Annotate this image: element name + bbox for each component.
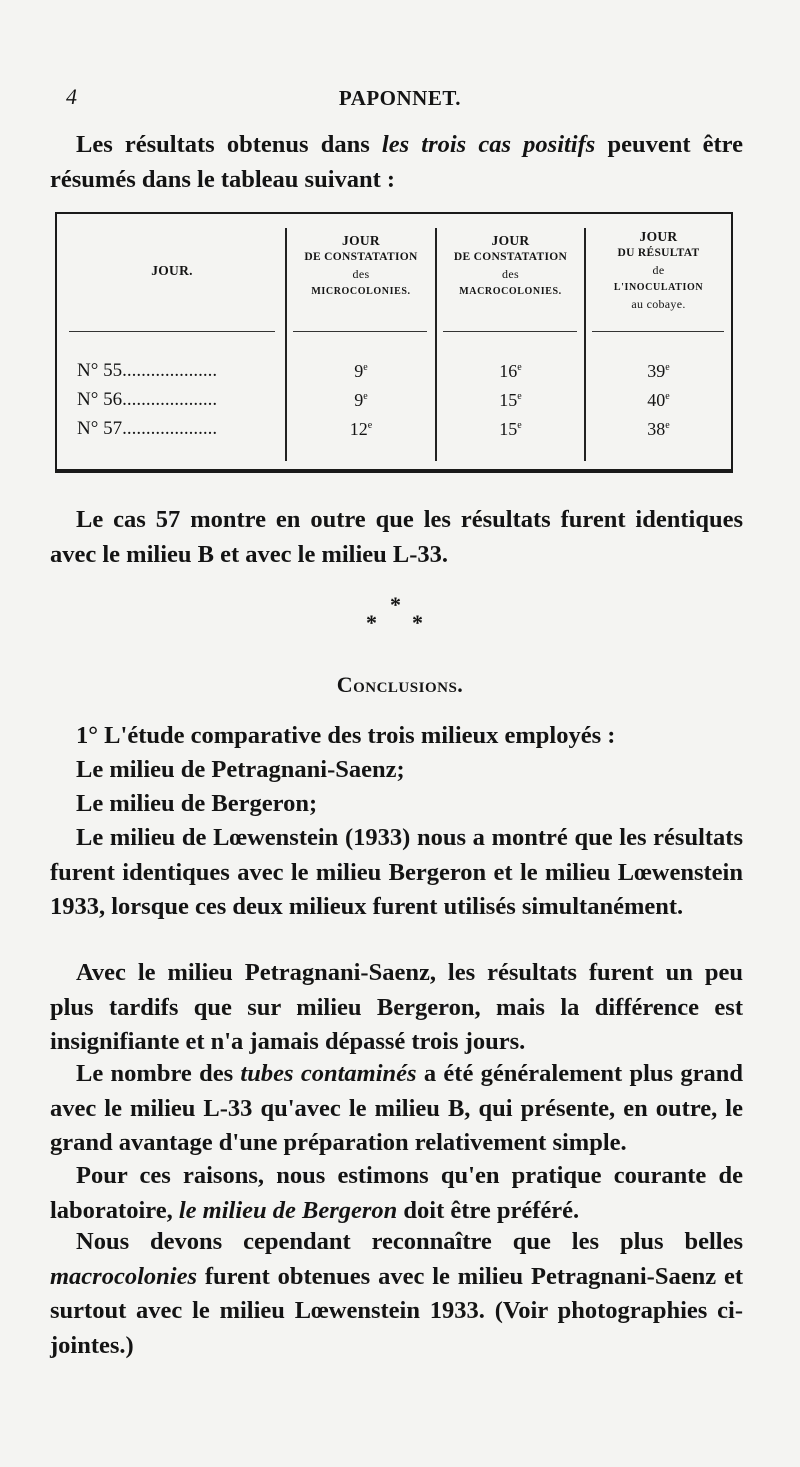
- conclusion-line: Le milieu de Bergeron;: [76, 790, 318, 817]
- separator-star: *: [366, 610, 377, 635]
- table-row-label: N° 55....................: [77, 360, 218, 381]
- table-row-label: N° 57....................: [77, 418, 218, 439]
- table-row-label: N° 56....................: [77, 389, 218, 410]
- after-table-paragraph: Le cas 57 montre en outre que les résultats furent identiques avec le milieu B et avec le milieu L-33.: [50, 506, 743, 568]
- conclusion-line: Le milieu de Petragnani-Saenz;: [76, 756, 405, 783]
- table-cell-macro: 16e: [499, 361, 522, 381]
- page-number: 4: [66, 84, 77, 109]
- paragraph-raisons: Pour ces raisons, nous estimons qu'en pratique courante de laboratoire, le milieu de Bergeron doit être préféré.: [50, 1162, 743, 1224]
- paragraph-final: Nous devons cependant reconnaître que les plus belles macrocolonies furent obtenues avec le milieu Petragnani-Saenz et surtout avec le milieu Lœwenstein 1933. (Voir photographies ci-jointes.): [50, 1228, 743, 1359]
- header-separator: [69, 331, 275, 332]
- intro-italic: les trois cas positifs: [381, 131, 596, 158]
- paragraph-tubes: Le nombre des tubes contaminés a été généralement plus grand avec le milieu L-33 qu'avec le milieu B, qui présente, en outre, le grand avantage d'une préparation relativement simple.: [50, 1060, 744, 1156]
- italic-tubes: tubes contaminés: [240, 1060, 417, 1087]
- intro-paragraph: [50, 128, 743, 197]
- intro-text-1: Les résultats obtenus dans: [76, 131, 382, 158]
- italic-bergeron: le milieu de Bergeron: [178, 1196, 398, 1224]
- header-macrocolonies: JOUR DE CONSTATATION des MACROCOLONIES.: [453, 233, 568, 297]
- table-cell-macro: 15e: [499, 419, 522, 439]
- table-cell-inoculation: 39e: [647, 361, 670, 381]
- header-microcolonies: JOUR DE CONSTATATION des MICROCOLONIES.: [304, 233, 418, 297]
- table-cell-micro: 9e: [354, 390, 368, 410]
- separator-star: *: [390, 592, 401, 617]
- table-cell-inoculation: 40e: [647, 390, 670, 410]
- header-inoculation: JOUR DU RÉSULTAT de L'INOCULATION au cobaye.: [613, 229, 704, 311]
- page-header: [0, 84, 800, 114]
- table-cell-micro: 12e: [349, 419, 373, 439]
- conclusion-paragraph: Le milieu de Lœwenstein (1933) nous a montré que les résultats furent identiques avec le milieu Bergeron et le milieu Lœwenstein 1933, lorsque ces deux milieux furent utilisés simultanément.: [50, 824, 743, 920]
- section-separator: [0, 592, 800, 642]
- italic-macrocolonies: macrocolonies: [50, 1262, 197, 1290]
- section-heading: Conclusions.: [336, 672, 464, 697]
- header-jour: JOUR.: [151, 263, 193, 278]
- header-separator: [592, 331, 724, 332]
- header-separator: [443, 331, 577, 332]
- header-separator: [293, 331, 427, 332]
- intro-text-2: peuvent être résumés dans le tableau suivant :: [50, 131, 743, 193]
- table-cell-inoculation: 38e: [647, 419, 670, 439]
- results-table: [55, 212, 733, 473]
- conclusion-lead: 1° L'étude comparative des trois milieux employés :: [76, 722, 616, 749]
- running-head: PAPONNET.: [338, 86, 462, 110]
- separator-star: *: [412, 610, 423, 635]
- table-cell-macro: 15e: [499, 390, 522, 410]
- table-cell-micro: 9e: [354, 361, 368, 381]
- paragraph-petragnani: Avec le milieu Petragnani-Saenz, les résultats furent un peu plus tardifs que sur milieu Bergeron, mais la différence est insignifiante et n'a jamais dépassé trois jours.: [50, 959, 743, 1055]
